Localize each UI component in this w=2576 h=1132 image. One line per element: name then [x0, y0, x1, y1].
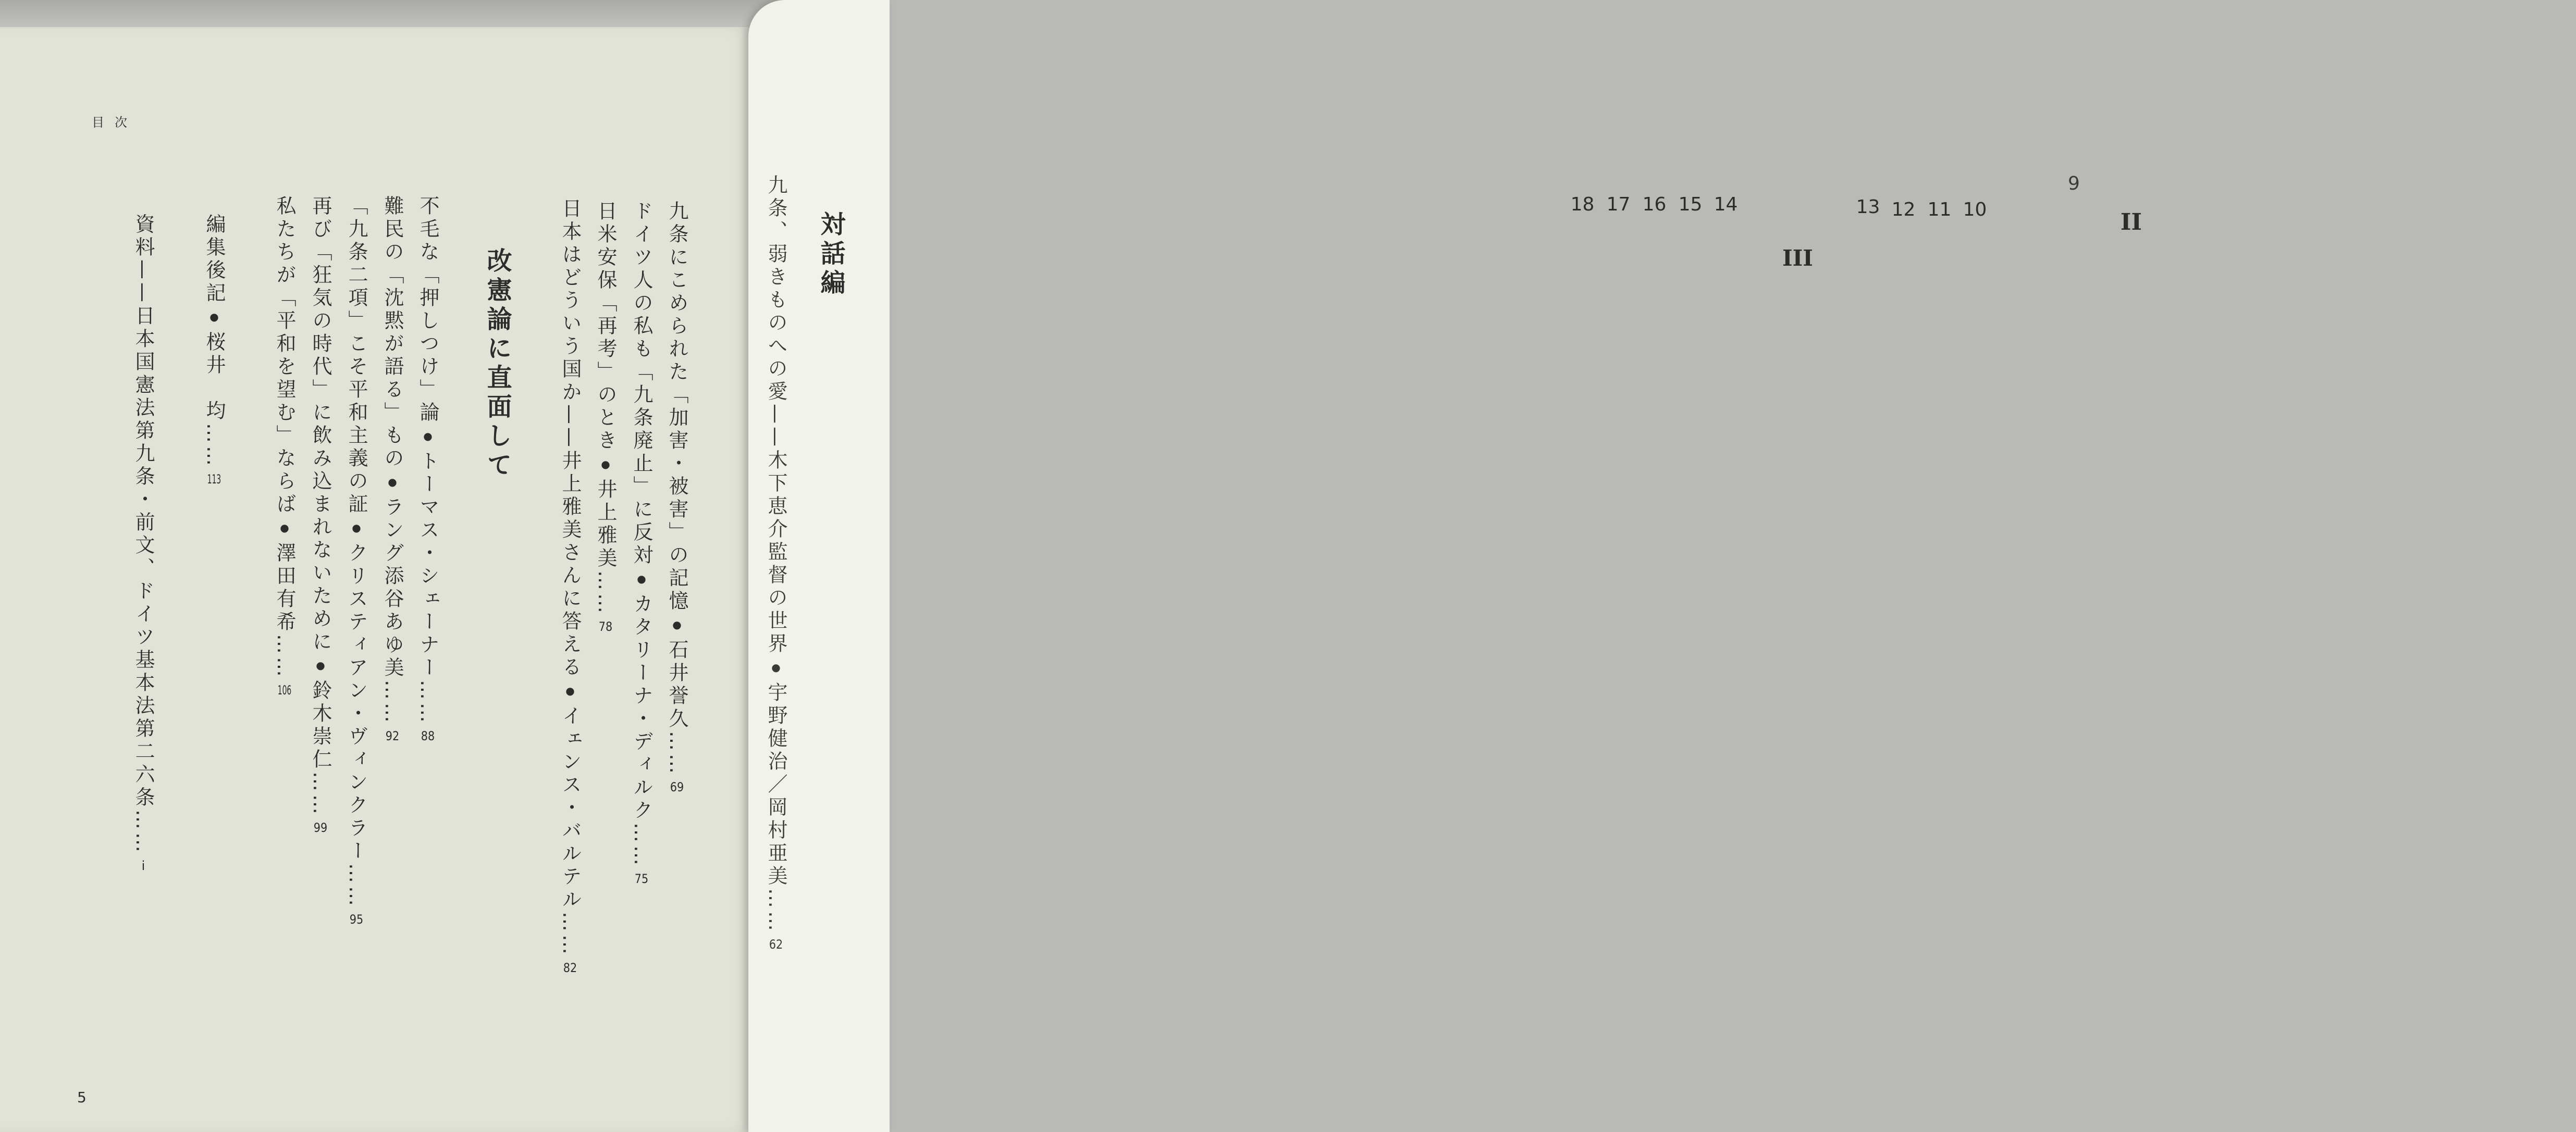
afterword-page: 113: [207, 473, 221, 486]
entry-author: 宇野健治／岡村亜美: [765, 682, 787, 888]
entry-number: 17: [1606, 194, 1631, 215]
bullet-icon: ●: [208, 310, 220, 326]
entry-page: 75: [634, 873, 649, 885]
entry-number: 18: [1570, 194, 1595, 215]
entry-author: 澤田有希: [273, 542, 296, 634]
bullet-icon: ●: [314, 659, 327, 675]
entry-page: 95: [349, 913, 364, 926]
leader-dots: ……: [132, 810, 155, 855]
leader-dots: ……: [665, 731, 688, 777]
entry-page: 92: [385, 730, 400, 742]
entry-number: 9: [2068, 173, 2080, 194]
bullet-icon: ●: [422, 430, 434, 445]
entry-title: 日米安保「再考」のとき: [594, 201, 617, 453]
part3-title: 改憲論に直面して: [483, 247, 512, 481]
leader-dots: ……: [273, 634, 296, 680]
afterword-author: 桜井 均: [203, 331, 226, 423]
bullet-icon: ●: [564, 685, 576, 700]
entry-page: 78: [598, 620, 613, 633]
leader-dots: ……: [203, 423, 226, 469]
leader-dots: ……: [345, 863, 368, 909]
entry-number: 13: [1856, 196, 1880, 218]
entry-author: 井上雅美: [594, 479, 617, 570]
entry-title: 難民の「沈黙が語る」もの: [381, 195, 404, 470]
entry-page: 106: [277, 684, 292, 696]
entry-author: イェンス・バルテル: [559, 705, 582, 912]
entry-page: 88: [421, 730, 435, 742]
part2-title: 対話編: [816, 211, 845, 298]
entry-page: 99: [313, 822, 328, 834]
bullet-icon: ●: [599, 458, 612, 474]
entry-title: 不毛な「押しつけ」論: [416, 195, 439, 425]
part2-numeral: II: [2120, 209, 2142, 235]
entry-author: トーマス・シェーナー: [416, 451, 439, 680]
appendix-title: 資料——日本国憲法第九条・前文、ドイツ基本法第二六条: [132, 214, 155, 810]
bullet-icon: ●: [635, 573, 648, 588]
part3-numeral: III: [1782, 245, 1813, 271]
entry-title: 日本はどういう国か——井上雅美さんに答える: [559, 198, 582, 679]
entry-number: 12: [1891, 199, 1916, 220]
afterword-title: 編集後記: [203, 214, 226, 305]
entry-title: 「九条二項」こそ平和主義の証: [345, 195, 368, 516]
entry-number: 15: [1678, 194, 1703, 215]
bullet-icon: ●: [350, 521, 363, 537]
entry-author: カタリーナ・ディルク: [630, 593, 653, 823]
toc-entry-18: [275, 195, 2576, 696]
entry-author: 鈴木崇仁: [309, 680, 332, 772]
toc-appendix: [133, 214, 153, 872]
leader-dots: ……: [594, 570, 617, 616]
leader-dots: ……: [309, 772, 332, 817]
running-head: 目次: [92, 115, 138, 130]
leader-dots: ……: [381, 680, 404, 726]
entry-page: 82: [563, 962, 577, 974]
entry-title: 再び「狂気の時代」に飲み込まれないために: [309, 195, 332, 654]
entry-page: 62: [769, 938, 783, 951]
entry-title: ドイツ人の私も「九条廃止」に反対: [630, 201, 653, 567]
leader-dots: ……: [416, 680, 439, 726]
bullet-icon: ●: [278, 521, 291, 537]
entry-author: クリスティアン・ヴィンクラー: [345, 542, 368, 863]
entry-author: ラング添谷あゆ美: [381, 496, 404, 680]
leader-dots: ……: [630, 823, 653, 868]
entry-title: 九条にこめられた「加害・被害」の記憶: [665, 201, 688, 613]
bullet-icon: ●: [770, 661, 782, 677]
entry-number: 10: [1963, 199, 1987, 220]
toc-afterword: [204, 214, 224, 486]
entry-number: 14: [1714, 194, 1738, 215]
entry-title: 私たちが「平和を望む」ならば: [273, 195, 296, 516]
entry-page: 69: [670, 781, 684, 793]
entry-number: 16: [1642, 194, 1667, 215]
appendix-page: i: [141, 860, 145, 872]
leader-dots: ……: [765, 888, 787, 934]
bullet-icon: ●: [386, 476, 399, 491]
entry-author: 石井誉久: [665, 639, 688, 731]
entry-number: 11: [1927, 199, 1952, 220]
leader-dots: ……: [559, 912, 582, 957]
page-number: 5: [77, 1089, 87, 1106]
entry-title: 九条、弱きものへの愛——木下恵介監督の世界: [765, 175, 787, 656]
bullet-icon: ●: [671, 618, 683, 634]
